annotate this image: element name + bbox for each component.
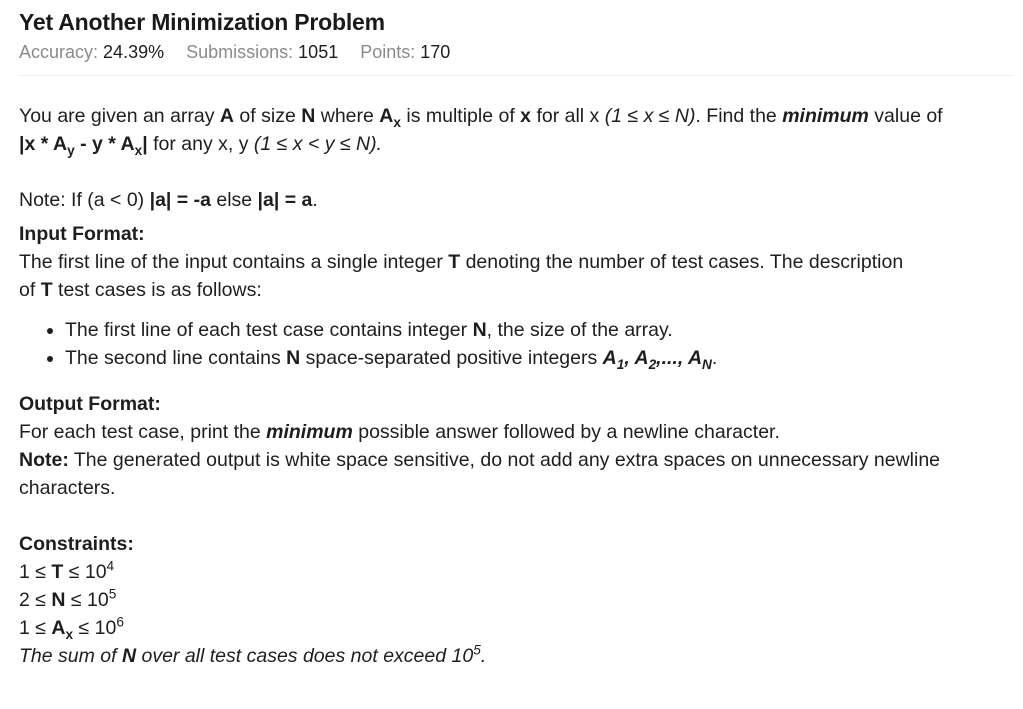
input-format-heading: Input Format: [19,223,145,245]
var-A: A [602,347,617,369]
var-N: N [286,347,301,369]
text-segment: ≤ 10 [63,561,107,583]
text-segment: for all x [531,105,605,127]
var-Ax [379,105,401,130]
submissions-stat [186,40,338,64]
expr-part: - y * A [74,133,135,155]
header-divider [19,75,1013,76]
statement-paragraph-1 [19,102,1013,158]
problem-stats [19,40,1013,64]
text-segment: . [312,189,318,211]
problem-statement [19,102,1013,670]
text-segment: over all test cases does not exceed 10 [136,645,474,667]
subscript: N [702,356,712,372]
output-format-heading: Output Format: [19,393,161,415]
text-segment: The first line of the input contains a single integer [19,251,449,273]
input-format-text [19,248,1013,304]
subscript: x [393,114,401,130]
text-segment: else [210,189,258,211]
exponent: 6 [116,614,124,630]
text-segment: for any x, y [147,133,254,155]
var-A: A [634,347,649,369]
accuracy-stat [19,40,164,64]
text-segment: denoting the number of test cases. The description [460,251,904,273]
text-segment: 2 ≤ [19,589,52,611]
text-segment: . [376,133,383,155]
text-segment: ≤ 10 [73,617,117,639]
array-sequence [602,347,712,372]
var-T: T [40,279,53,301]
var-A: A [687,347,703,369]
spacer [19,372,1013,390]
range-expression: (1 ≤ x < y ≤ N) [253,133,377,155]
submissions-label: Submissions: [186,42,294,62]
subscript: y [67,142,75,158]
text-segment: ,..., [656,347,688,369]
constraint-1 [19,558,1013,586]
text-segment: You are given an array [19,105,220,127]
spacer [19,502,1013,530]
accuracy-label: Accuracy: [19,42,99,62]
accuracy-value: 24.39% [103,42,165,62]
var-T: T [448,251,461,273]
text-segment: 1 ≤ [19,617,52,639]
subscript: 2 [648,356,657,372]
text-segment: where [315,105,380,127]
var-A: A [219,105,235,127]
var-N: N [301,105,316,127]
text-segment: space-separated positive integers [300,347,603,369]
exponent: 5 [473,642,481,658]
subscript: x [65,626,74,642]
constraint-4 [19,642,1013,670]
var-A: A [379,105,394,127]
constraint-3 [19,614,1013,642]
text-segment: The second line contains [65,347,287,369]
range-expression: (1 ≤ x ≤ N) [604,105,696,127]
var-N: N [51,589,66,611]
text-segment: . Find the [695,105,783,127]
text-segment: For each test case, print the [19,421,267,443]
note-label: Note: [19,449,69,471]
text-segment: test cases is as follows: [52,279,262,301]
output-format-text [19,418,1013,502]
input-format-list [19,316,1013,372]
text-segment: The sum of [19,645,122,667]
text-segment: ≤ 10 [65,589,109,611]
abs-expression [19,133,148,158]
abs-expression: |a| = a [257,189,313,211]
var-x: x [520,105,532,127]
text-segment: The generated output is white space sensitive, do not add any extra spaces on unnecessary newline characters. [19,449,941,499]
text-segment: possible answer followed by a newline character. [352,421,780,443]
var-Ax [51,617,74,642]
expr-part: |x * A [19,133,68,155]
text-segment: 1 ≤ [19,561,52,583]
exponent: 4 [106,558,115,574]
var-N: N [121,645,137,667]
constraint-2 [19,586,1013,614]
list-item [65,316,1013,344]
emphasis-minimum: minimum [266,421,353,443]
expr-part: | [142,133,148,155]
text-segment: , [624,347,635,369]
subscript: 1 [616,356,625,372]
text-segment: . [711,347,718,369]
var-T: T [51,561,64,583]
exponent: 5 [108,586,117,602]
points-label: Points: [360,42,416,62]
problem-title: Yet Another Minimization Problem [19,9,385,35]
note-paragraph [19,186,1013,214]
spacer [19,158,1013,186]
var-A: A [51,617,66,639]
text-segment: . [480,645,487,667]
text-segment: of [19,279,41,301]
submissions-value: 1051 [298,42,339,62]
text-segment: is multiple of [400,105,521,127]
text-segment: of size [234,105,302,127]
subscript: x [134,142,143,158]
text-segment: , the size of the array. [486,319,673,341]
text-segment: Note: If (a < 0) [19,189,150,211]
text-segment: The first line of each test case contains integer [65,319,473,341]
points-value: 170 [420,42,451,62]
list-item [65,344,1013,372]
constraints-heading: Constraints: [19,533,134,555]
abs-expression: |a| = -a [149,189,211,211]
emphasis-minimum: minimum [782,105,869,127]
points-stat [360,40,450,64]
var-N: N [472,319,487,341]
text-segment: value of [868,105,943,127]
